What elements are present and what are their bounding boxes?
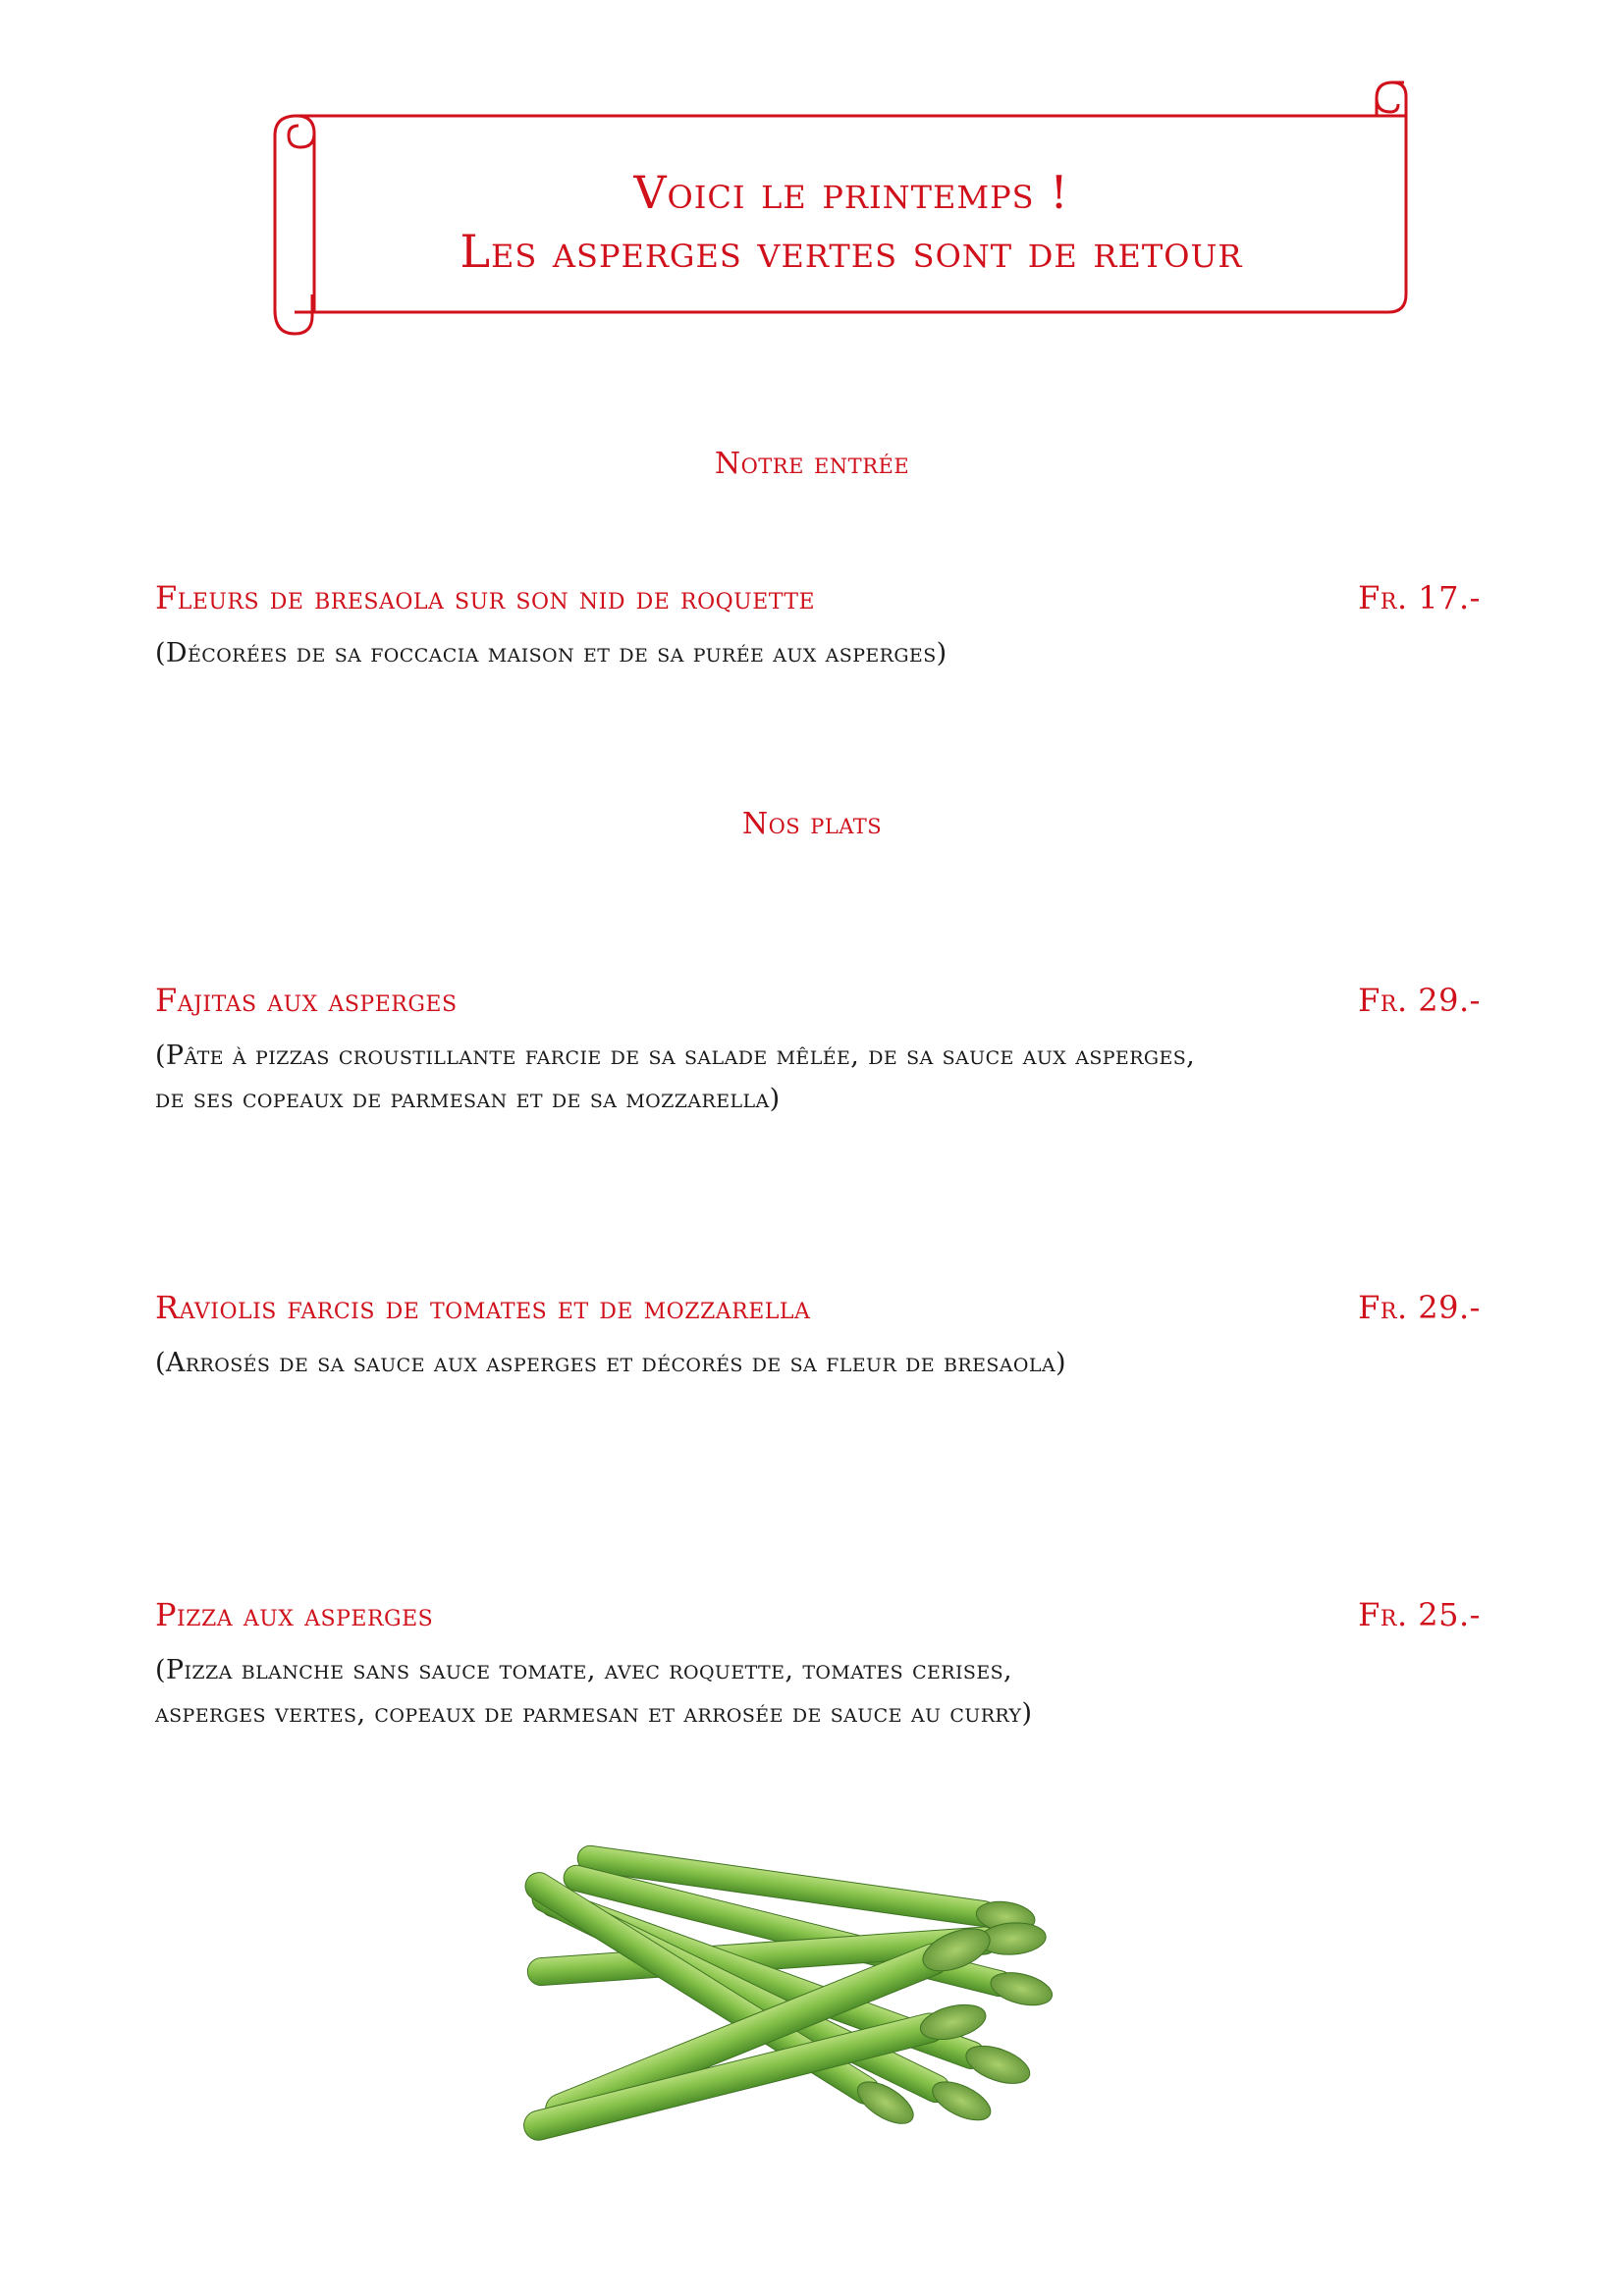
dish-description-line: (Arrosés de sa sauce aux asperges et décorés de sa fleur de bresaola) [155,1348,1066,1378]
title-banner [257,77,1426,351]
dish-price: Fr. 29.- [1358,982,1481,1019]
dish-name: Pizza aux asperges [155,1596,434,1633]
dish-name: Raviolis farcis de tomates et de mozzarella [155,1289,811,1326]
dish-description [155,1342,1481,1385]
dish-description-line: (Décorées de sa foccacia maison et de sa purée aux asperges) [155,638,947,668]
menu-item-plat [155,982,1481,1121]
dish-price: Fr. 25.- [1358,1596,1481,1633]
dish-price: Fr. 17.- [1358,579,1481,616]
banner-title [316,163,1386,281]
banner-line-2: Les asperges vertes sont de retour [460,225,1243,278]
dish-description [155,632,1481,675]
dish-description [155,1649,1481,1735]
menu-item-entree [155,579,1481,675]
dish-name: Fajitas aux asperges [155,982,458,1019]
menu-item-plat [155,1596,1481,1735]
dish-description [155,1035,1481,1121]
asparagus-bunch-icon [461,1824,1090,2177]
banner-line-1: Voici le printemps ! [633,166,1069,219]
section-title-entree: Notre entrée [714,447,910,481]
dish-description-line: de ses copeaux de parmesan et de sa mozzarella) [155,1084,781,1114]
dish-price: Fr. 29.- [1358,1289,1481,1326]
dish-name: Fleurs de bresaola sur son nid de roquette [155,579,816,616]
menu-item-plat [155,1289,1481,1385]
dish-description-line: asperges vertes, copeaux de parmesan et arrosée de sauce au curry) [155,1698,1033,1729]
dish-description-line: (Pizza blanche sans sauce tomate, avec roquette, tomates cerises, [155,1655,1012,1685]
dish-description-line: (Pâte à pizzas croustillante farcie de sa salade mêlée, de sa sauce aux asperges, [155,1041,1196,1071]
section-title-plats: Nos plats [741,807,883,841]
asparagus-image [461,1824,1090,2177]
